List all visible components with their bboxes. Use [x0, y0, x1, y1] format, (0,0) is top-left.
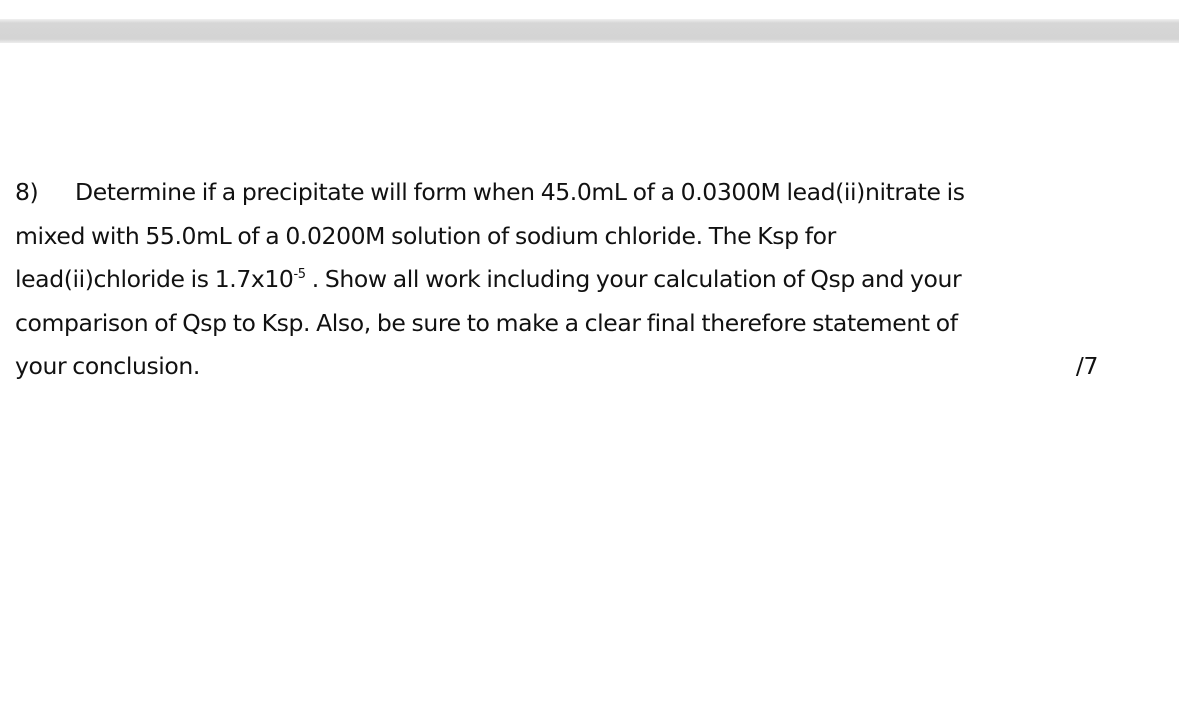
top-bar	[0, 19, 1179, 43]
question-text-line-5: your conclusion.	[15, 352, 200, 381]
question-number: 8)	[15, 178, 39, 206]
question-line-5	[15, 345, 1100, 389]
ksp-exponent: -5	[293, 267, 306, 283]
question-line-2: mixed with 55.0mL of a 0.0200M solution of sodium chloride. The Ksp for	[15, 221, 836, 250]
question-text-line-3a: lead(ii)chloride is 1.7x10	[15, 265, 294, 294]
question-line-1	[15, 171, 1100, 215]
question-line-4: comparison of Qsp to Ksp. Also, be sure to make a clear final therefore statement of	[15, 308, 958, 337]
question-block	[15, 171, 1100, 389]
question-text-line-1: Determine if a precipitate will form when 45.0mL of a 0.0300M lead(ii)nitrate is	[75, 178, 965, 206]
question-line-3	[15, 258, 1100, 302]
question-text-line-3b: . Show all work including your calculation of Qsp and your	[305, 265, 962, 294]
points-value: /7	[1075, 352, 1098, 381]
